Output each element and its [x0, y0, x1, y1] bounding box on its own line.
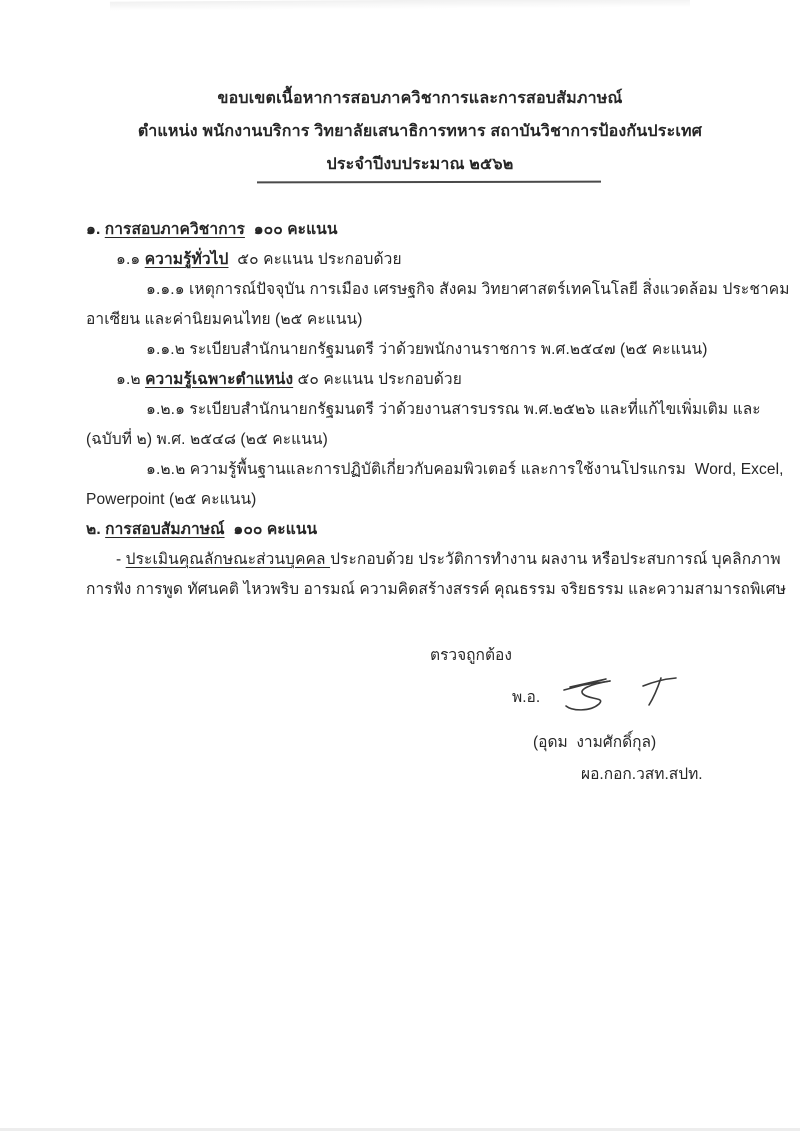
section-1-1-score: ๕๐ คะแนน ประกอบด้วย	[228, 251, 402, 268]
section-1-1-heading	[116, 245, 800, 275]
section-2-number: ๒.	[86, 521, 106, 538]
scan-artifact-top	[110, 0, 690, 11]
section-2-item-rest: ประกอบด้วย ประวัติการทำงาน ผลงาน หรือประสบการณ์ บุคลิกภาพ	[330, 551, 781, 568]
section-2-score: ๑๐๐ คะแนน	[224, 521, 318, 538]
section-2-item-dash: -	[116, 551, 126, 568]
document-title-line-1: ขอบเขตเนื้อหาการสอบภาควิชาการและการสอบสัมภาษณ์	[217, 90, 623, 107]
document-title-line-2: ตำแหน่ง พนักงานบริการ วิทยาลัยเสนาธิการทหาร สถาบันวิชาการป้องกันประเทศ	[137, 123, 703, 140]
section-1-2-heading	[116, 365, 800, 395]
item-1-1-2: ๑.๑.๒ ระเบียบสำนักนายกรัฐมนตรี ว่าด้วยพนักงานราชการ พ.ศ.๒๕๔๗ (๒๕ คะแนน)	[146, 341, 708, 358]
item-1-1-1-line-2: อาเซียน และค่านิยมคนไทย (๒๕ คะแนน)	[86, 311, 363, 328]
signer-rank: พ.อ.	[512, 689, 541, 706]
section-2-item-line-2: การฟัง การพูด ทัศนคติ ไหวพริบ อารมณ์ ความคิดสร้างสรรค์ คุณธรรม จริยธรรม และความสามารถพิเศษ	[86, 581, 787, 598]
section-1-number: ๑.	[86, 221, 105, 238]
header-divider-line	[257, 181, 601, 184]
section-1-2-number: ๑.๒	[116, 371, 146, 388]
item-1-2-1-line-2: (ฉบับที่ ๒) พ.ศ. ๒๕๔๘ (๒๕ คะแนน)	[86, 431, 328, 448]
section-2-title: การสอบสัมภาษณ์	[105, 521, 225, 538]
section-1-2-score: ๕๐ คะแนน ประกอบด้วย	[293, 371, 462, 388]
section-1-1-number: ๑.๑	[116, 251, 145, 268]
item-1-2-1-line-1: ๑.๒.๑ ระเบียบสำนักนายกรัฐมนตรี ว่าด้วยงานสารบรรณ พ.ศ.๒๕๒๖ และที่แก้ไขเพิ่มเติม และ	[146, 401, 761, 418]
section-1-heading	[86, 215, 800, 245]
document-header	[0, 82, 800, 181]
item-1-1-1-line-1: ๑.๑.๑ เหตุการณ์ปัจจุบัน การเมือง เศรษฐกิจ สังคม วิทยาศาสตร์เทคโนโลยี สิ่งแวดล้อม ประชาคม	[146, 281, 790, 298]
section-1-score: ๑๐๐ คะแนน	[244, 221, 338, 238]
verified-label: ตรวจถูกต้อง	[430, 647, 512, 664]
document-title-line-3: ประจำปีงบประมาณ ๒๕๖๒	[326, 156, 514, 173]
section-2-heading	[86, 515, 800, 545]
section-2-item-title: ประเมินคุณลักษณะส่วนบุคคล	[125, 551, 331, 568]
section-2-item-line-1	[116, 545, 800, 575]
section-1-title: การสอบภาควิชาการ	[104, 221, 245, 238]
item-1-2-2-line-1: ๑.๒.๒ ความรู้พื้นฐานและการปฏิบัติเกี่ยวกับคอมพิวเตอร์ และการใช้งานโปรแกรม Word, Excel,	[146, 461, 784, 478]
item-1-2-2-line-2: Powerpoint (๒๕ คะแนน)	[86, 491, 257, 508]
handwritten-signature-icon	[548, 666, 683, 729]
signer-name: (อุดม งามศักดิ์กุล)	[533, 734, 657, 751]
section-1-2-title: ความรู้เฉพาะตำแหน่ง	[145, 371, 294, 388]
section-1-1-title: ความรู้ทั่วไป	[144, 251, 229, 268]
signer-position: ผอ.กอก.วสท.สปท.	[581, 766, 703, 783]
document-body	[0, 215, 800, 605]
